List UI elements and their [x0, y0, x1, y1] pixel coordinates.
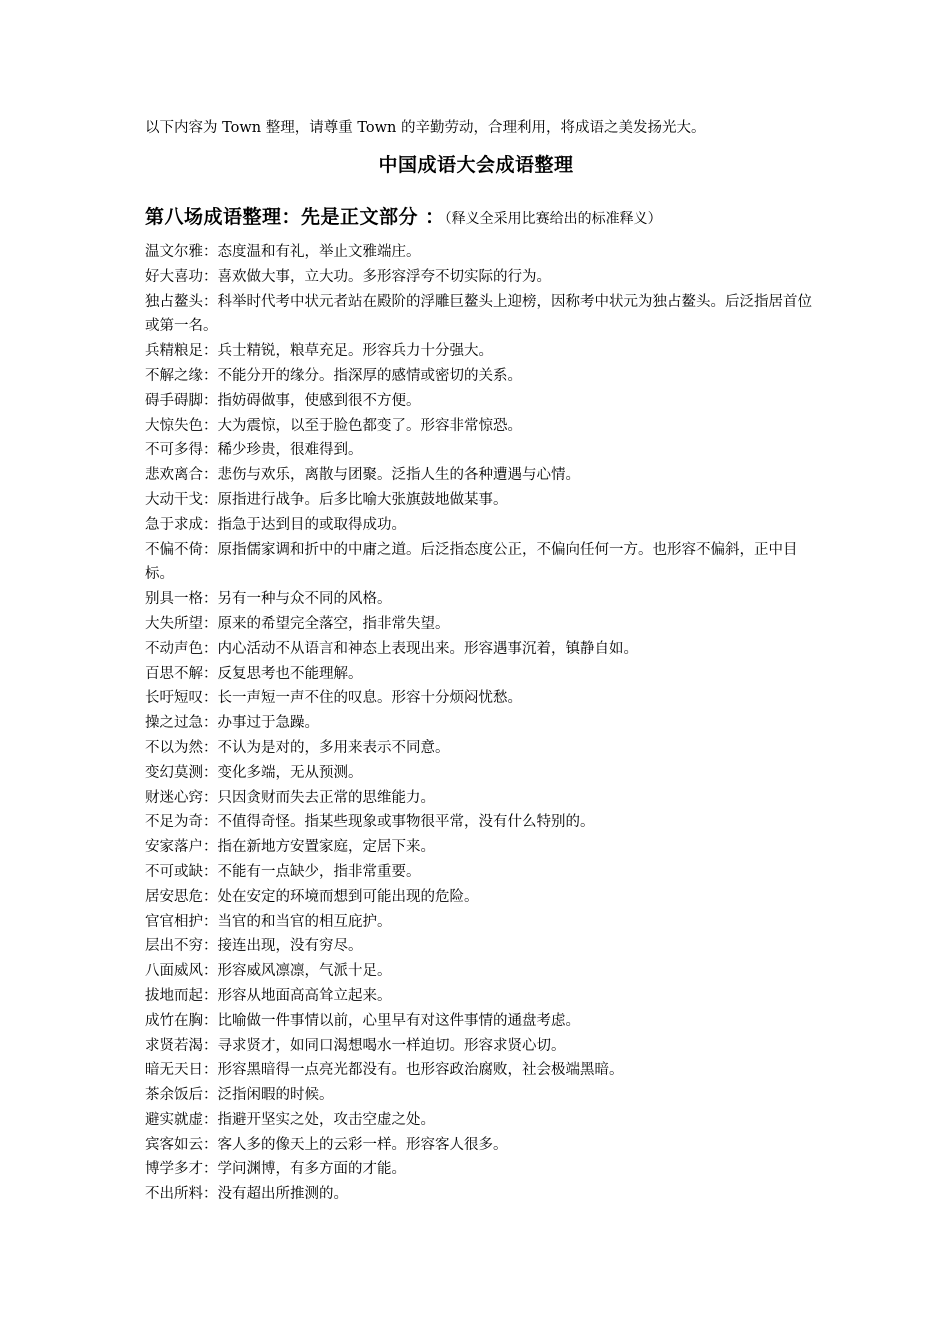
idiom-separator: ： [203, 814, 218, 831]
list-item [145, 860, 825, 885]
list-item [145, 711, 825, 736]
idiom-separator: ： [203, 343, 218, 360]
idiom-separator: ： [203, 367, 218, 384]
idiom-definition: 原指儒家调和折中的中庸之道。后泛指态度公正，不偏向任何一方。也形容不偏斜，正中目标。 [145, 541, 798, 583]
idiom-term: 大失所望 [145, 615, 203, 632]
idiom-separator: ： [203, 739, 218, 756]
list-item [145, 686, 825, 711]
idiom-definition: 泛指闲暇的时候。 [217, 1087, 334, 1104]
document-page [145, 116, 825, 1207]
idiom-separator: ： [203, 715, 218, 732]
idiom-definition: 客人多的像天上的云彩一样。形容客人很多。 [217, 1136, 508, 1153]
idiom-separator: ： [203, 863, 218, 880]
idiom-term: 宾客如云 [145, 1136, 203, 1153]
idiom-separator: ： [203, 1037, 218, 1054]
list-item [145, 1182, 825, 1207]
idiom-definition: 形容黑暗得一点亮光都没有。也形容政治腐败，社会极端黑暗。 [217, 1062, 624, 1079]
idiom-term: 官官相护 [145, 913, 203, 930]
list-item [145, 959, 825, 984]
idiom-term: 大惊失色 [145, 417, 203, 434]
list-item [145, 290, 825, 340]
idiom-definition: 稀少珍贵，很难得到。 [217, 442, 363, 459]
list-item [145, 662, 825, 687]
idiom-definition: 兵士精锐，粮草充足。形容兵力十分强大。 [217, 343, 493, 360]
section-heading-note: （释义全采用比赛给出的标准释义） [444, 211, 662, 227]
idiom-term: 不可或缺 [145, 863, 203, 880]
idiom-definition: 不能分开的缘分。指深厚的感情或密切的关系。 [217, 367, 522, 384]
idiom-term: 不偏不倚 [145, 541, 203, 558]
list-item [145, 910, 825, 935]
document-title: 中国成语大会成语整理 [378, 154, 574, 176]
list-item [145, 1108, 825, 1133]
idiom-separator: ： [203, 1111, 218, 1128]
list-item [145, 934, 825, 959]
idiom-term: 安家落户 [145, 839, 203, 856]
idiom-separator: ： [203, 1062, 218, 1079]
idiom-term: 碍手碍脚 [145, 392, 203, 409]
idiom-definition: 指在新地方安置家庭，定居下来。 [217, 839, 435, 856]
idiom-term: 八面威风 [145, 963, 203, 980]
idiom-definition: 指急于达到目的或取得成功。 [217, 516, 406, 533]
list-item [145, 339, 825, 364]
idiom-separator: ： [203, 1087, 218, 1104]
list-item [145, 463, 825, 488]
idiom-term: 好大喜功 [145, 268, 203, 285]
idiom-separator: ： [203, 888, 218, 905]
list-item [145, 1083, 825, 1108]
list-item [145, 513, 825, 538]
idiom-separator: ： [203, 491, 218, 508]
idiom-definition: 比喻做一件事情以前，心里早有对这件事情的通盘考虑。 [217, 1012, 580, 1029]
idiom-separator: ： [203, 913, 218, 930]
idiom-term: 大动干戈 [145, 491, 203, 508]
idiom-separator: ： [203, 293, 218, 310]
idiom-term: 成竹在胸 [145, 1012, 203, 1029]
list-item [145, 414, 825, 439]
section-heading-text: 第八场成语整理：先是正文部分 [145, 206, 419, 228]
idiom-term: 不可多得 [145, 442, 203, 459]
idiom-term: 不足为奇 [145, 814, 203, 831]
list-item [145, 761, 825, 786]
list-item [145, 240, 825, 265]
idiom-definition: 喜欢做大事，立大功。多形容浮夸不切实际的行为。 [217, 268, 551, 285]
idiom-separator: ： [203, 244, 218, 260]
idiom-separator: ： [203, 591, 218, 608]
idiom-definition: 不值得奇怪。指某些现象或事物很平常，没有什么特别的。 [217, 814, 595, 831]
idiom-separator: ： [203, 541, 218, 558]
idiom-term: 不动声色 [145, 640, 203, 657]
idiom-term: 不以为然 [145, 739, 203, 756]
idiom-separator: ： [203, 987, 218, 1004]
idiom-separator: ： [203, 938, 218, 955]
list-item [145, 1009, 825, 1034]
idiom-definition: 形容威风凛凛，气派十足。 [217, 963, 392, 980]
idiom-separator: ： [203, 665, 218, 682]
idiom-separator: ： [203, 392, 218, 409]
idiom-separator: ： [203, 690, 218, 707]
idiom-definition: 处在安定的环境而想到可能出现的危险。 [217, 888, 479, 905]
list-item [145, 265, 825, 290]
idiom-term: 层出不穷 [145, 938, 203, 955]
list-item [145, 538, 825, 588]
idiom-definition: 态度温和有礼，举止文雅端庄。 [217, 244, 421, 260]
idiom-term: 别具一格 [145, 591, 203, 608]
list-item [145, 488, 825, 513]
idiom-definition: 办事过于急躁。 [217, 715, 319, 732]
idiom-separator: ： [203, 963, 218, 980]
idiom-term: 温文尔雅 [145, 244, 203, 260]
idiom-definition: 当官的和当官的相互庇护。 [217, 913, 392, 930]
idiom-definition: 寻求贤才，如同口渴想喝水一样迫切。形容求贤心切。 [217, 1037, 566, 1054]
list-item [145, 984, 825, 1009]
idiom-term: 不出所料 [145, 1186, 203, 1203]
list-item [145, 389, 825, 414]
idiom-term: 茶余饭后 [145, 1087, 203, 1104]
list-item [145, 1034, 825, 1059]
idiom-separator: ： [203, 516, 218, 533]
idiom-definition: 不能有一点缺少，指非常重要。 [217, 863, 421, 880]
idiom-definition: 原指进行战争。后多比喻大张旗鼓地做某事。 [217, 491, 508, 508]
idiom-definition: 形容从地面高高耸立起来。 [217, 987, 392, 1004]
idiom-definition: 只因贪财而失去正常的思维能力。 [217, 789, 435, 806]
idiom-term: 居安思危 [145, 888, 203, 905]
idiom-term: 博学多才 [145, 1161, 203, 1178]
list-item [145, 1157, 825, 1182]
idiom-separator: ： [203, 268, 218, 285]
idiom-definition: 反复思考也不能理解。 [217, 665, 363, 682]
list-item [145, 885, 825, 910]
idiom-separator: ： [203, 442, 218, 459]
idiom-definition: 内心活动不从语言和神态上表现出来。形容遇事沉着，镇静自如。 [217, 640, 638, 657]
idiom-definition: 指妨碍做事，使感到很不方便。 [217, 392, 421, 409]
idiom-separator: ： [203, 839, 218, 856]
section-heading-colon: ： [418, 206, 445, 228]
list-item [145, 637, 825, 662]
idiom-definition: 另有一种与众不同的风格。 [217, 591, 392, 608]
idiom-definition: 长一声短一声不住的叹息。形容十分烦闷忧愁。 [217, 690, 522, 707]
idiom-term: 拔地而起 [145, 987, 203, 1004]
idiom-definition: 科举时代考中状元者站在殿阶的浮雕巨鳌头上迎榜，因称考中状元为独占鳌头。后泛指居首位或第一名。 [145, 293, 812, 335]
idiom-separator: ： [203, 1161, 218, 1178]
idiom-definition: 原来的希望完全落空，指非常失望。 [217, 615, 450, 632]
idiom-separator: ： [203, 467, 218, 484]
idiom-term: 独占鳌头 [145, 293, 203, 310]
list-item [145, 587, 825, 612]
idiom-term: 操之过急 [145, 715, 203, 732]
idiom-definition: 没有超出所推测的。 [217, 1186, 348, 1203]
idiom-separator: ： [203, 615, 218, 632]
idiom-definition: 大为震惊，以至于脸色都变了。形容非常惊恐。 [217, 417, 522, 434]
idiom-term: 急于求成 [145, 516, 203, 533]
idiom-separator: ： [203, 417, 218, 434]
idiom-term: 求贤若渴 [145, 1037, 203, 1054]
idiom-definition: 不认为是对的，多用来表示不同意。 [217, 739, 450, 756]
idiom-list [145, 240, 825, 1207]
idiom-term: 财迷心窍 [145, 789, 203, 806]
list-item [145, 438, 825, 463]
list-item [145, 835, 825, 860]
idiom-term: 不解之缘 [145, 367, 203, 384]
intro-notice: 以下内容为 Town 整理，请尊重 Town 的辛勤劳动，合理利用，将成语之美发扬光大。 [145, 120, 706, 136]
idiom-separator: ： [203, 1136, 218, 1153]
idiom-separator: ： [203, 1012, 218, 1029]
idiom-definition: 指避开坚实之处，攻击空虚之处。 [217, 1111, 435, 1128]
idiom-term: 长吁短叹 [145, 690, 203, 707]
idiom-term: 百思不解 [145, 665, 203, 682]
idiom-separator: ： [203, 640, 218, 657]
idiom-separator: ： [203, 764, 218, 781]
idiom-definition: 悲伤与欢乐，离散与团聚。泛指人生的各种遭遇与心情。 [217, 467, 580, 484]
idiom-separator: ： [203, 789, 218, 806]
list-item [145, 1058, 825, 1083]
idiom-term: 悲欢离合 [145, 467, 203, 484]
list-item [145, 736, 825, 761]
idiom-term: 兵精粮足 [145, 343, 203, 360]
idiom-separator: ： [203, 1186, 218, 1203]
section-heading [145, 200, 825, 234]
idiom-term: 暗无天日 [145, 1062, 203, 1079]
idiom-definition: 学问渊博，有多方面的才能。 [217, 1161, 406, 1178]
list-item [145, 612, 825, 637]
idiom-term: 变幻莫测 [145, 764, 203, 781]
idiom-term: 避实就虚 [145, 1111, 203, 1128]
list-item [145, 810, 825, 835]
list-item [145, 364, 825, 389]
idiom-definition: 变化多端，无从预测。 [217, 764, 363, 781]
list-item [145, 1133, 825, 1158]
list-item [145, 786, 825, 811]
idiom-definition: 接连出现，没有穷尽。 [217, 938, 363, 955]
